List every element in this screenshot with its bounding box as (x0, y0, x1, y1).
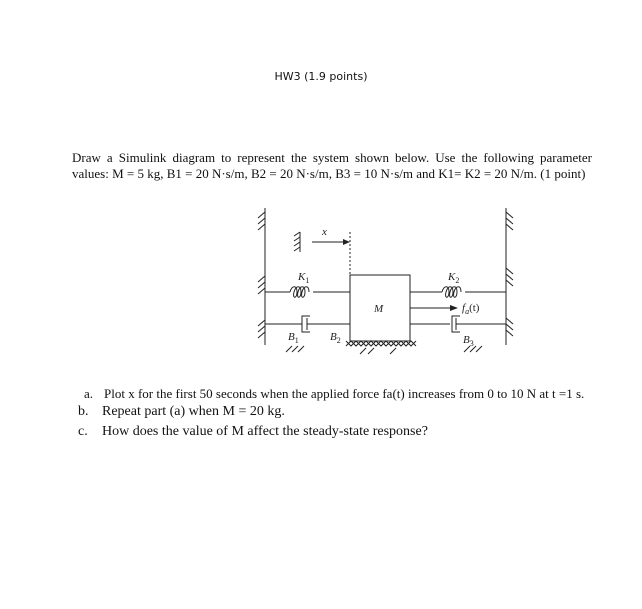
force-label: $f_a(t)$ (462, 302, 480, 316)
problem-line-1: Draw a Simulink diagram to represent the system shown below. Use the following parameter (72, 150, 592, 165)
spring-k1 (265, 287, 350, 298)
x-label: x (322, 226, 327, 238)
b3-label: $B_3$ (463, 334, 474, 348)
k1-label: $K_1$ (298, 271, 310, 285)
right-wall-hatch (506, 212, 513, 336)
left-wall-hatch (258, 212, 265, 338)
mass-label: M (374, 303, 384, 315)
question-c (78, 424, 428, 440)
k2-label: $K_2$ (448, 271, 460, 285)
question-c-label: c. (78, 424, 88, 439)
problem-statement (72, 150, 592, 182)
damper-b3 (410, 316, 506, 332)
ground-hatch (286, 346, 482, 354)
question-c-text: How does the value of M affect the steady-state response? (102, 424, 428, 439)
question-a-text: Plot x for the first 50 seconds when the applied force fa(t) increases from 0 to 10 N at t =1 s. (104, 386, 585, 401)
b2-label: $B_2$ (330, 331, 341, 345)
b2-friction-surface (346, 341, 416, 346)
question-a (84, 386, 584, 402)
force-arrowhead (450, 305, 458, 311)
page-title: HW3 (1.9 points) (274, 70, 368, 83)
reference-ground (294, 232, 300, 252)
b1-label: $B_1$ (288, 331, 299, 345)
problem-line-2: values: M = 5 kg, B1 = 20 N·s/m, B2 = 20 N·s/m, B3 = 10 N·s/m and K1= K2 = 20 N/m. (1 point) (72, 166, 586, 181)
damper-b1 (265, 316, 350, 332)
question-b-label: b. (78, 404, 89, 419)
x-arrowhead (343, 239, 350, 245)
spring-k2 (410, 287, 506, 298)
question-a-label: a. (84, 386, 94, 401)
question-b (78, 404, 285, 420)
mechanical-system-diagram (250, 200, 520, 360)
question-b-text: Repeat part (a) when M = 20 kg. (102, 404, 285, 419)
